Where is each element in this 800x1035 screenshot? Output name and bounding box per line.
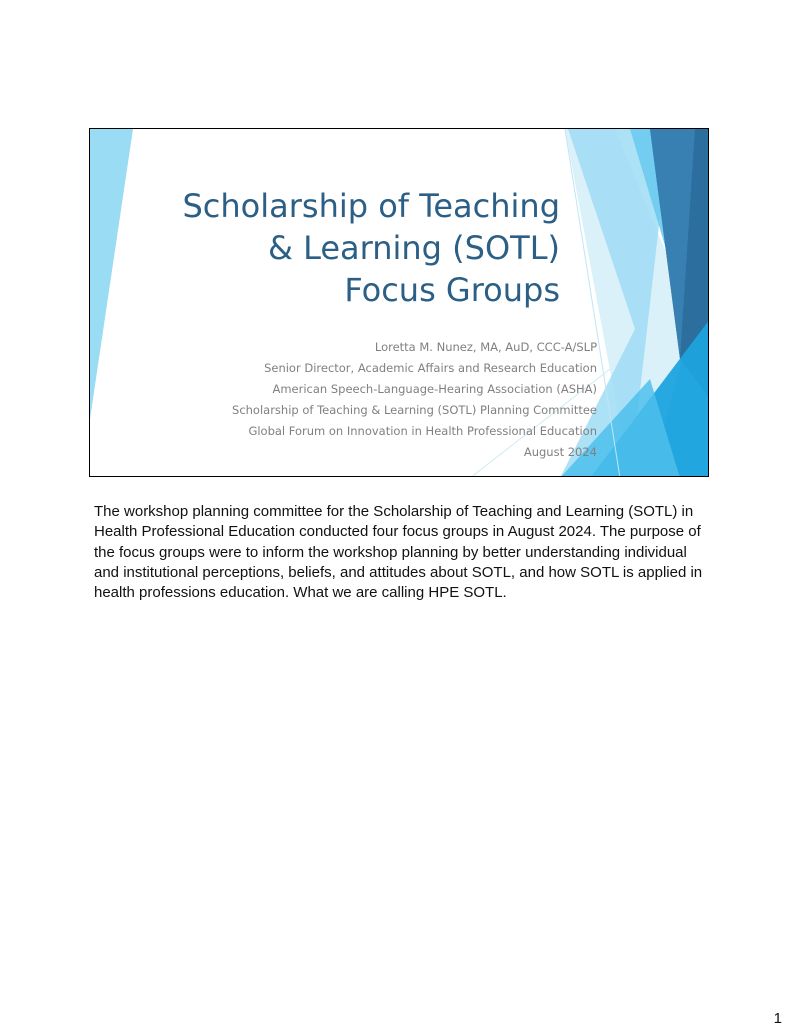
presentation-date: August 2024 — [523, 445, 597, 459]
page-number: 1 — [773, 1010, 782, 1027]
presenter-role: Senior Director, Academic Affairs and Research Education — [264, 361, 597, 375]
slide-thumbnail — [89, 128, 709, 477]
slide-subtitle — [190, 337, 597, 463]
forum-name: Global Forum on Innovation in Health Professional Education — [248, 424, 597, 438]
slide-title-line: Focus Groups — [344, 271, 560, 309]
slide-title — [150, 185, 560, 311]
slide-title-line: & Learning (SOTL) — [267, 229, 560, 267]
left-accent-shape — [90, 129, 133, 419]
committee-name: Scholarship of Teaching & Learning (SOTL) Planning Committee — [232, 403, 597, 417]
speaker-notes: The workshop planning committee for the Scholarship of Teaching and Learning (SOTL) in Health Professional Education conducted four focus groups in August 2024. The purpose of the focus groups were to inform the workshop planning by better understanding individual and institutional perceptions, beliefs, and attitudes about SOTL, and how SOTL is applied in health professions education. What we are calling HPE SOTL. — [94, 503, 703, 602]
slide-title-line: Scholarship of Teaching — [182, 187, 560, 225]
presenter-organization: American Speech-Language-Hearing Association (ASHA) — [272, 382, 597, 396]
presenter-name: Loretta M. Nunez, MA, AuD, CCC-A/SLP — [374, 340, 597, 354]
